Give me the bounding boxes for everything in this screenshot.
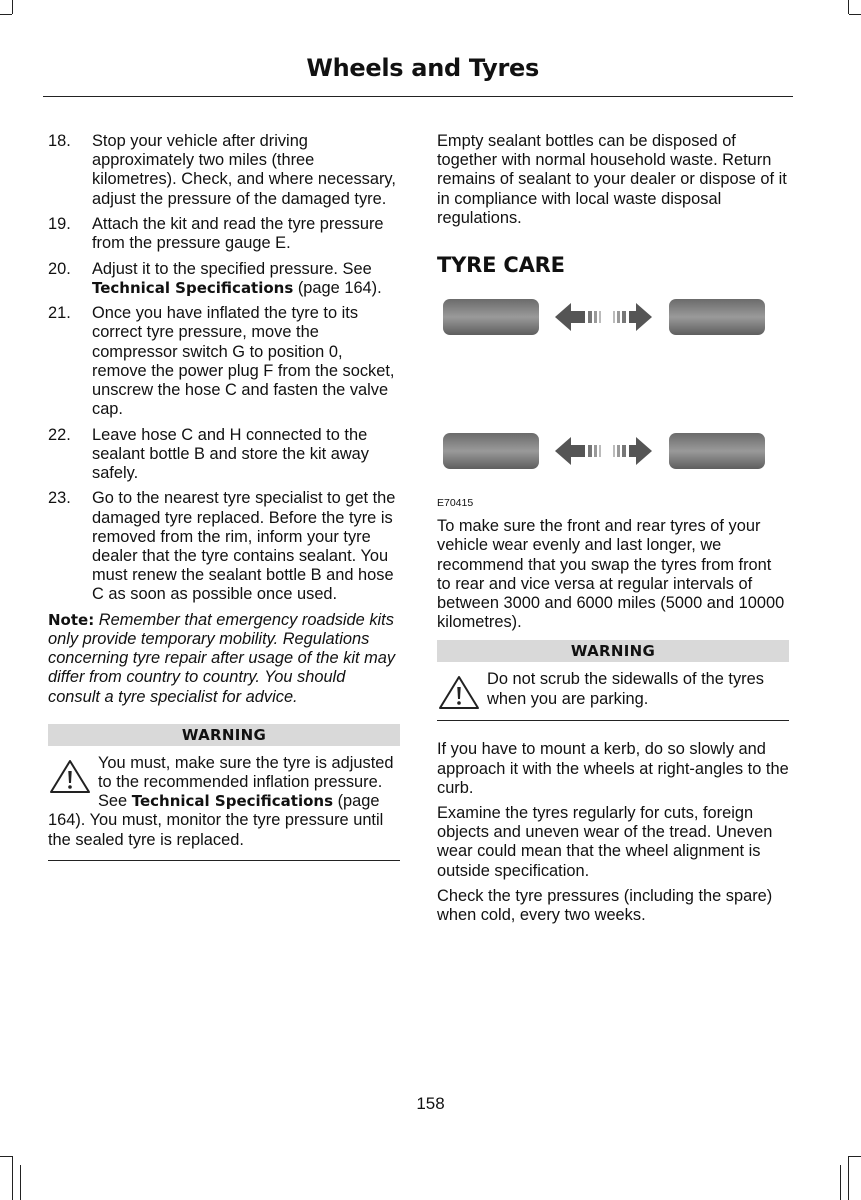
step-item xyxy=(48,304,400,419)
step-number: 22. xyxy=(48,425,71,444)
page-number: 158 xyxy=(416,1094,445,1113)
step-number: 20. xyxy=(48,259,71,278)
tyre-rotation-figure xyxy=(437,295,789,510)
step-number: 23. xyxy=(48,489,71,508)
rear-left-tyre xyxy=(443,433,539,469)
left-column xyxy=(48,132,400,861)
crop-mark xyxy=(12,1156,13,1200)
warning-body xyxy=(437,662,789,721)
crop-mark xyxy=(848,1156,849,1200)
step-number: 19. xyxy=(48,215,71,233)
page-title: Wheels and Tyres xyxy=(306,54,539,82)
tyre-rotation-illustration xyxy=(437,295,789,485)
note-paragraph xyxy=(48,611,400,707)
step-text: Go to the nearest tyre specialist to get the damaged tyre replaced. Before the tyre is removed from the rim, inform your tyre dealer that the tyre contains sealant. You must renew the sealant bottle B and hose C as soon as possible once used. xyxy=(92,489,396,604)
step-text: Leave hose C and H connected to the sealant bottle B and store the kit away safely. xyxy=(92,425,369,482)
warning-text xyxy=(48,754,400,850)
rear-right-tyre xyxy=(669,433,765,469)
warning-box xyxy=(48,724,400,861)
disposal-paragraph: Empty sealant bottles can be disposed of together with normal household waste. Return remains of sealant to your dealer or dispose of it in compliance with local waste disposal regulations. xyxy=(437,132,787,227)
crop-mark xyxy=(840,1165,841,1200)
step-item xyxy=(48,426,400,484)
cross-reference-link[interactable]: Technical Specifications xyxy=(92,278,294,297)
crop-mark xyxy=(848,0,849,14)
warning-text: Do not scrub the sidewalls of the tyres when you are parking. xyxy=(487,670,764,708)
warning-text-post: (page 164). You must, monitor the tyre pressure until the sealed tyre is replaced. xyxy=(48,792,384,849)
step-item xyxy=(48,215,400,253)
step-item xyxy=(48,260,400,298)
title-rule xyxy=(43,96,793,97)
step-item xyxy=(48,132,400,209)
figure-caption: E70415 xyxy=(437,497,474,510)
swap-arrows-icon xyxy=(555,303,652,331)
step-text: Attach the kit and read the tyre pressure from the pressure gauge E. xyxy=(92,215,384,253)
crop-mark xyxy=(12,0,13,14)
step-text: Stop your vehicle after driving approximately two miles (three kilometres). Check, and where necessary, adjust the pressure of the damaged tyre. xyxy=(92,132,396,208)
step-item xyxy=(48,489,400,604)
crop-mark xyxy=(0,14,12,15)
note-text: Remember that emergency roadside kits only provide temporary mobility. Regulations concerning tyre repair after usage of the kit may differ from country to country. You should consult a tyre specialist for advice. xyxy=(48,610,396,706)
warning-triangle-icon xyxy=(437,674,481,712)
cross-reference-link[interactable]: Technical Specifications xyxy=(131,792,334,811)
step-text-pre: Adjust it to the specified pressure. See xyxy=(92,259,372,278)
front-left-tyre xyxy=(443,299,539,335)
warning-body xyxy=(48,746,400,861)
warning-heading: WARNING xyxy=(437,640,789,662)
crop-mark xyxy=(0,1156,12,1157)
step-text: Once you have inflated the tyre to its correct tyre pressure, move the compressor switch G to position 0, remove the power plug F from the socket, unscrew the hose C and fasten the valve cap. xyxy=(92,304,395,419)
crop-mark xyxy=(20,1165,21,1200)
swap-arrows-icon xyxy=(555,437,652,465)
kerb-paragraph: If you have to mount a kerb, do so slowly and approach it with the wheels at right-angles to the curb. xyxy=(437,740,789,797)
step-number: 18. xyxy=(48,132,71,150)
crop-mark xyxy=(849,14,861,15)
inspection-paragraph: Examine the tyres regularly for cuts, foreign objects and uneven wear of the tread. Uneven wear could mean that the wheel alignment is outside specification. xyxy=(437,804,773,880)
pressure-paragraph: Check the tyre pressures (including the spare) when cold, every two weeks. xyxy=(437,886,773,925)
step-text xyxy=(92,260,400,298)
warning-triangle-icon xyxy=(48,758,92,796)
warning-text-pre: You must, make sure the tyre is adjusted to the recommended inflation pressure. See xyxy=(98,753,394,811)
front-right-tyre xyxy=(669,299,765,335)
step-text-post: (page 164). xyxy=(293,278,382,297)
warning-box xyxy=(437,640,789,721)
crop-mark xyxy=(849,1156,861,1157)
rotation-paragraph: To make sure the front and rear tyres of your vehicle wear evenly and last longer, we recommend that you swap the tyres from front to rear and vice versa at regular intervals of between 3000 and 6000 miles (5000 and 10000 kilometres). xyxy=(437,517,785,632)
note-label: Note: xyxy=(48,610,95,629)
section-heading: TYRE CARE xyxy=(437,253,565,278)
warning-heading: WARNING xyxy=(48,724,400,746)
right-column xyxy=(437,132,789,931)
step-number: 21. xyxy=(48,304,71,323)
